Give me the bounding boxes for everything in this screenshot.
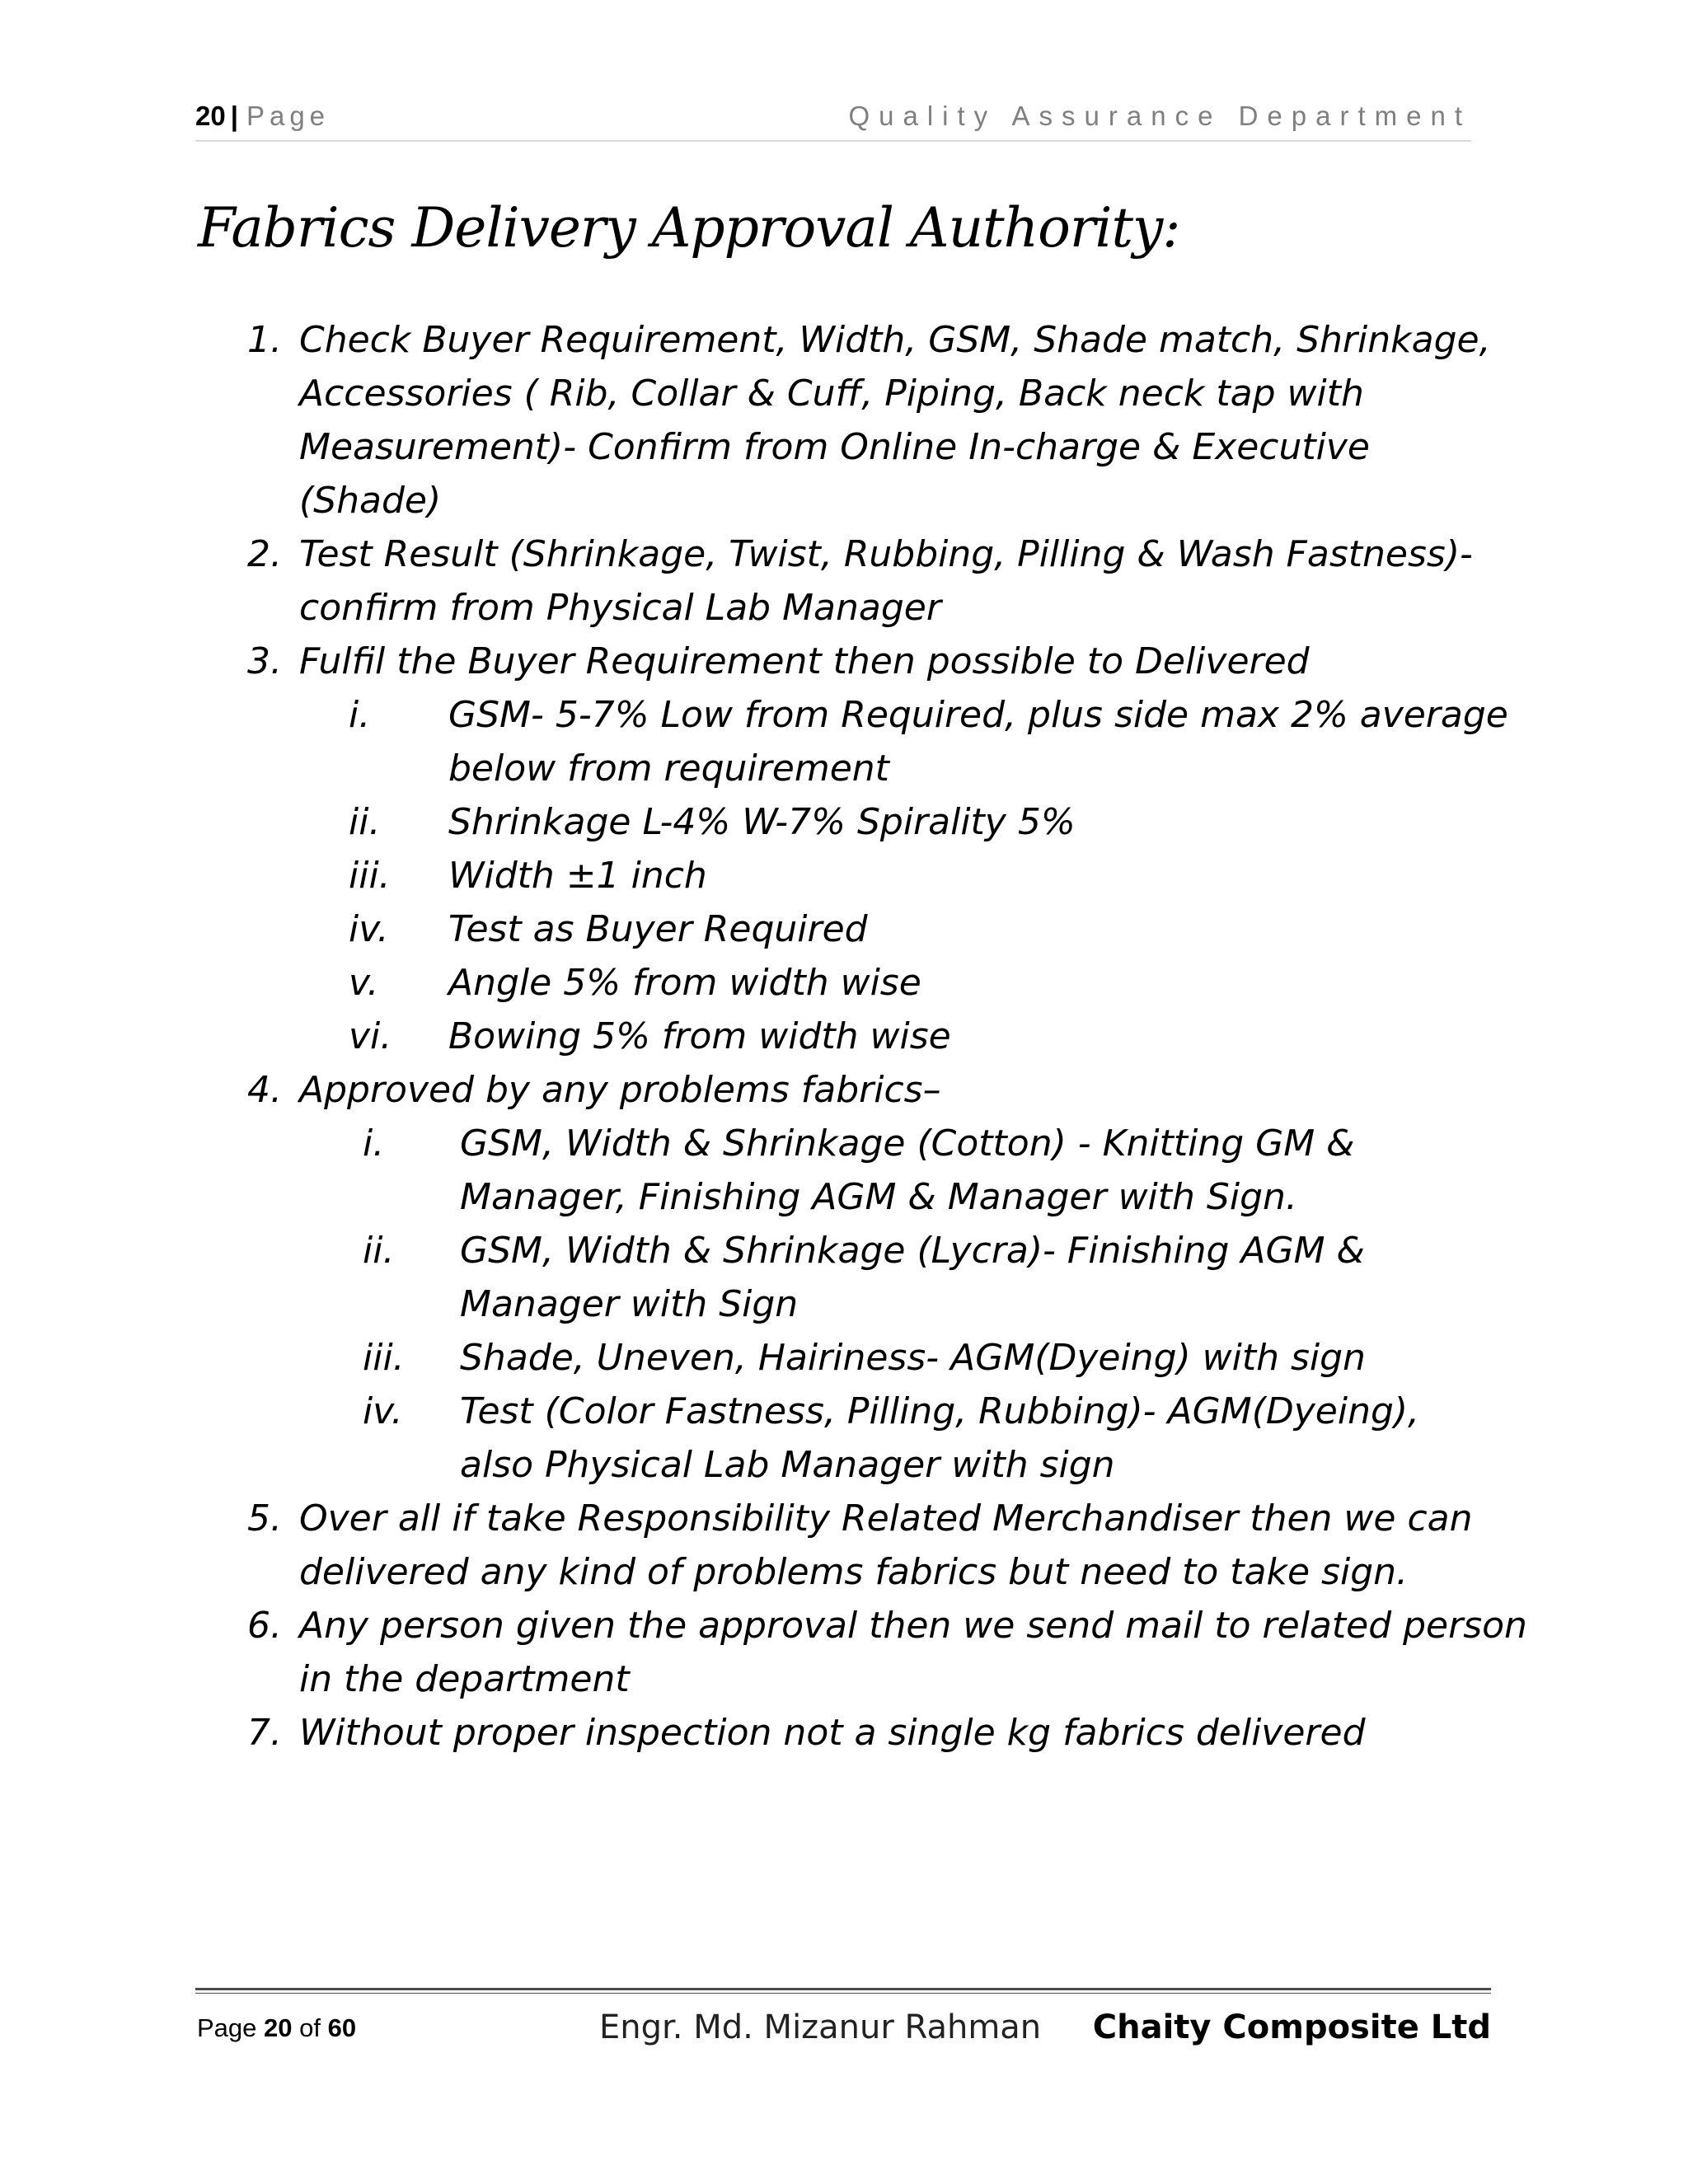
list-item-text: Measurement)- Confirm from Online In-charge & Executive <box>299 426 1370 468</box>
header-page-label <box>195 101 330 132</box>
footer-page-current: 20 <box>264 2013 293 2042</box>
list-line <box>0 1492 1688 1545</box>
list-item-number: 6. <box>247 1605 282 1647</box>
list-line <box>0 527 1688 581</box>
list-line <box>0 1545 1688 1599</box>
list-line <box>0 1277 1688 1331</box>
sub-item-numeral: iv. <box>363 1390 403 1432</box>
list-line <box>0 1063 1688 1117</box>
list-item-number: 2. <box>247 533 282 575</box>
page-header <box>195 99 1471 142</box>
sub-item-numeral: iii. <box>363 1337 405 1379</box>
list-line <box>0 1652 1688 1706</box>
sub-item-text: also Physical Lab Manager with sign <box>460 1444 1115 1486</box>
list-item-number: 4. <box>247 1069 282 1111</box>
header-page-number: 20 <box>195 101 226 131</box>
header-separator: | <box>230 101 238 131</box>
list-item-number: 3. <box>247 640 282 682</box>
section-title: Fabrics Delivery Approval Authority: <box>198 196 1180 260</box>
sub-item-text: Width ±1 inch <box>448 855 707 897</box>
list-item-text: Any person given the approval then we send mail to related person <box>299 1605 1527 1647</box>
sub-item-text: Bowing 5% from width wise <box>448 1015 951 1057</box>
sub-item-text: GSM, Width & Shrinkage (Lycra)- Finishing AGM & <box>460 1230 1365 1272</box>
list-line <box>0 1706 1688 1760</box>
list-item-text: Fulfil the Buyer Requirement then possible to Delivered <box>299 640 1310 682</box>
list-line <box>0 581 1688 635</box>
sub-item-text: below from requirement <box>448 748 889 790</box>
list-item-number: 7. <box>247 1712 282 1754</box>
list-line <box>0 1170 1688 1224</box>
list-line <box>0 688 1688 742</box>
sub-item-text: Manager with Sign <box>460 1283 799 1325</box>
sub-item-numeral: vi. <box>349 1015 392 1057</box>
sub-item-text: GSM, Width & Shrinkage (Cotton) - Knitting GM & <box>460 1122 1355 1165</box>
list-line <box>0 1331 1688 1385</box>
list-item-number: 1. <box>247 319 282 361</box>
sub-item-text: Angle 5% from width wise <box>448 962 921 1004</box>
list-line <box>0 1117 1688 1170</box>
footer-of-word: of <box>299 2013 321 2042</box>
list-line <box>0 635 1688 688</box>
list-line <box>0 795 1688 849</box>
list-item-number: 5. <box>247 1497 282 1540</box>
list-item-text: Check Buyer Requirement, Width, GSM, Shade match, Shrinkage, <box>299 319 1491 361</box>
sub-item-numeral: ii. <box>363 1230 395 1272</box>
list-line <box>0 367 1688 420</box>
footer-company: Chaity Composite Ltd <box>1092 2008 1491 2046</box>
footer-page-word: Page <box>197 2013 257 2042</box>
list-line <box>0 1599 1688 1652</box>
list-line <box>0 956 1688 1010</box>
list-item-text: Test Result (Shrinkage, Twist, Rubbing, Pilling & Wash Fastness)- <box>299 533 1473 575</box>
list-item-text: (Shade) <box>299 480 442 522</box>
sub-item-text: Shrinkage L-4% W-7% Spirality 5% <box>448 801 1076 843</box>
sub-item-text: Manager, Finishing AGM & Manager with Sign. <box>460 1176 1297 1218</box>
list-line <box>0 420 1688 474</box>
footer-page-count <box>197 2013 356 2043</box>
list-item-text: confirm from Physical Lab Manager <box>299 587 941 629</box>
list-item-text: Without proper inspection not a single kg fabrics delivered <box>299 1712 1366 1754</box>
sub-item-numeral: i. <box>349 694 371 736</box>
list-item-text: Approved by any problems fabrics– <box>299 1069 941 1111</box>
list-line <box>0 1224 1688 1277</box>
sub-item-numeral: v. <box>349 962 379 1004</box>
sub-item-text: Test (Color Fastness, Pilling, Rubbing)- AGM(Dyeing), <box>460 1390 1420 1432</box>
footer-page-total: 60 <box>327 2013 357 2042</box>
list-item-text: delivered any kind of problems fabrics but need to take sign. <box>299 1551 1409 1593</box>
list-line <box>0 1010 1688 1063</box>
list-line <box>0 1385 1688 1438</box>
list-line <box>0 1438 1688 1492</box>
header-page-word: Page <box>246 101 331 131</box>
list-item-text: in the department <box>299 1658 630 1700</box>
footer-author: Engr. Md. Mizanur Rahman <box>599 2008 1042 2046</box>
list-line <box>0 849 1688 902</box>
page-footer <box>195 1988 1491 2051</box>
sub-item-numeral: i. <box>363 1122 385 1165</box>
header-department: Quality Assurance Department <box>848 101 1471 131</box>
sub-item-numeral: ii. <box>349 801 381 843</box>
sub-item-text: GSM- 5-7% Low from Required, plus side max 2% average <box>448 694 1508 736</box>
sub-item-text: Test as Buyer Required <box>448 908 868 950</box>
list-line <box>0 313 1688 367</box>
sub-item-numeral: iv. <box>349 908 389 950</box>
sub-item-text: Shade, Uneven, Hairiness- AGM(Dyeing) with sign <box>460 1337 1366 1379</box>
list-line <box>0 474 1688 527</box>
list-item-text: Accessories ( Rib, Collar & Cuff, Piping, Back neck tap with <box>299 373 1364 415</box>
list-item-text: Over all if take Responsibility Related Merchandiser then we can <box>299 1497 1473 1540</box>
sub-item-numeral: iii. <box>349 855 391 897</box>
list-line <box>0 742 1688 795</box>
approval-list <box>0 313 1688 1760</box>
footer-rule <box>195 1988 1491 1990</box>
list-line <box>0 902 1688 956</box>
